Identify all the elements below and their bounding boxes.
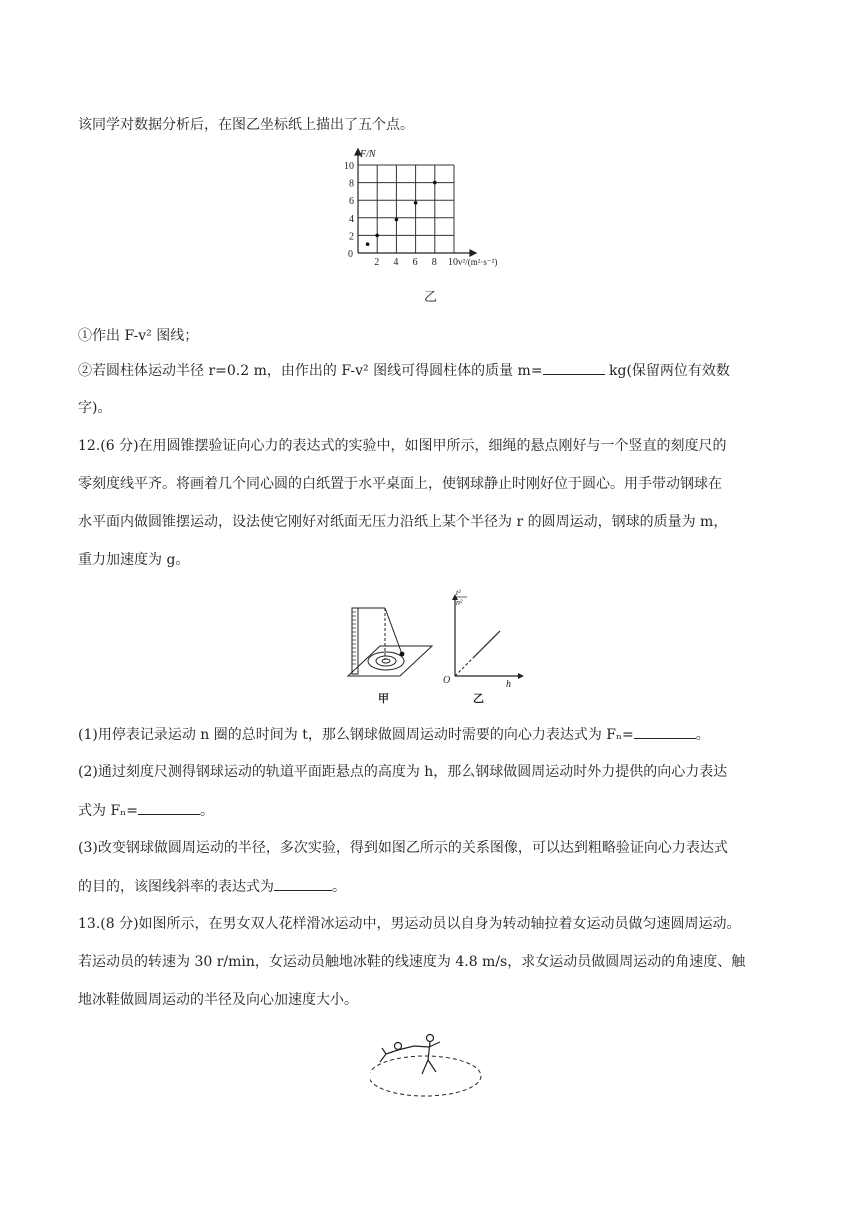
answer-blank-slope[interactable]: [274, 876, 332, 891]
data-point: [395, 218, 399, 222]
q12-sub-3-cont: [78, 876, 346, 897]
q12-sub-1-text: (1)用停表记录运动 n 圈的总时间为 t，那么钢球做圆周运动时需要的向心力表达式为 Fₙ=: [78, 727, 634, 743]
q12-sub-3-text: 的目的，该图线斜率的表达式为: [78, 879, 274, 895]
x-axis-arrow: [470, 250, 476, 256]
q12-stem-line-1: 12.(6 分)在用圆锥摆验证向心力的表达式的实验中，如图甲所示，细绳的悬点刚好与一个竖直的刻度尺的: [78, 438, 727, 454]
q12-stem-line-2: 零刻度线平齐。将画着几个同心圆的白纸置于水平桌面上，使钢球静止时刚好位于圆心。用手带动钢球在: [78, 476, 722, 492]
figure-caption-jia: 甲: [378, 692, 389, 705]
x-tick-label: 6: [412, 257, 418, 268]
q13-stem-line-3: 地冰鞋做圆周运动的半径及向心加速度大小。: [78, 992, 358, 1008]
data-point: [433, 181, 437, 185]
paragraph-intro: 该同学对数据分析后，在图乙坐标纸上描出了五个点。: [78, 117, 414, 133]
figure-skaters-drawing: [370, 1030, 490, 1100]
y-tick-label: 8: [349, 178, 354, 190]
skater-male: [414, 1035, 440, 1075]
scatter-figure: [338, 143, 528, 273]
q13-stem-line-1: 13.(8 分)如图所示，在男女双人花样滑冰运动中，男运动员以自身为转动轴拉着女运动员做匀速圆周运动。: [78, 916, 741, 932]
q11-item-1: ①作出 F-v² 图线；: [78, 328, 199, 344]
answer-blank-fn-2[interactable]: [138, 800, 200, 815]
q11-item-2-cont: 字)。: [78, 400, 112, 416]
origin-label: 0: [348, 249, 353, 260]
ball: [400, 652, 405, 657]
q12-sub-1: [78, 724, 710, 745]
x-tick-label: 2: [374, 257, 380, 268]
q11-item-2-text: ②若圆柱体运动半径 r=0.2 m，由作出的 F-v² 图线可得圆柱体的质量 m=: [78, 363, 543, 379]
graph-yi: [443, 588, 524, 705]
figure-caption-yi: 乙: [424, 290, 438, 305]
skater-female: [380, 1043, 414, 1063]
q12-stem-line-3: 水平面内做圆锥摆运动，设法使它刚好对纸面无压力沿纸上某个半径为 r 的圆周运动，钢球的质量为 m，: [78, 514, 728, 530]
y-tick-label: 2: [349, 231, 354, 243]
y-tick-label: 6: [349, 196, 354, 208]
tick-labels: [344, 161, 458, 268]
conical-pendulum-figure: [340, 588, 530, 706]
y-label-numerator: t²: [456, 588, 461, 597]
x-tick-label: 4: [393, 257, 399, 268]
data-point: [414, 201, 418, 205]
q12-stem-line-4: 重力加速度为 g。: [78, 552, 190, 568]
grid: [358, 165, 454, 253]
data-point: [366, 242, 370, 246]
origin-o: O: [443, 675, 451, 686]
x-axis-label: v²/(m²·s⁻²): [458, 257, 498, 267]
q12-sub-2-text: 式为 Fₙ=: [78, 803, 138, 819]
q12-sub-2: (2)通过刻度尺测得钢球运动的轨道平面距悬点的高度为 h，那么钢球做圆周运动时外力提供的向心力表达: [78, 764, 728, 780]
x-tick-label: 10: [448, 257, 458, 268]
concentric-circles: [368, 652, 404, 670]
q13-stem-line-2: 若运动员的转速为 30 r/min，女运动员触地冰鞋的线速度为 4.8 m/s，求女运动员做圆周运动的角速度、触: [78, 954, 746, 970]
string: [385, 608, 402, 654]
y-tick-label: 4: [349, 213, 354, 225]
q11-item-2: [78, 360, 730, 381]
q11-item-2-unit: kg(保留两位有效数: [604, 363, 730, 379]
q12-sub-3: (3)改变钢球做圆周运动的半径，多次实验，得到如图乙所示的关系图像，可以达到粗略验证向心力表达式: [78, 840, 728, 856]
data-points: [366, 181, 437, 246]
q12-sub-2-end: 。: [199, 803, 214, 819]
figure-caption-yi-2: 乙: [473, 692, 484, 705]
q12-sub-3-end: 。: [332, 879, 346, 895]
circular-path: [370, 1056, 481, 1096]
answer-blank-fn-1[interactable]: [634, 724, 696, 739]
x-tick-label: 8: [431, 257, 437, 268]
q12-sub-1-end: 。: [695, 727, 710, 743]
y-axis-label: F/N: [360, 149, 376, 160]
answer-blank-mass[interactable]: [543, 360, 605, 375]
q12-sub-2-cont: [78, 800, 214, 821]
x-label-h: h: [506, 679, 511, 690]
data-point: [375, 234, 379, 238]
y-label-denominator: n²: [456, 598, 463, 607]
y-tick-label: 10: [344, 161, 354, 172]
